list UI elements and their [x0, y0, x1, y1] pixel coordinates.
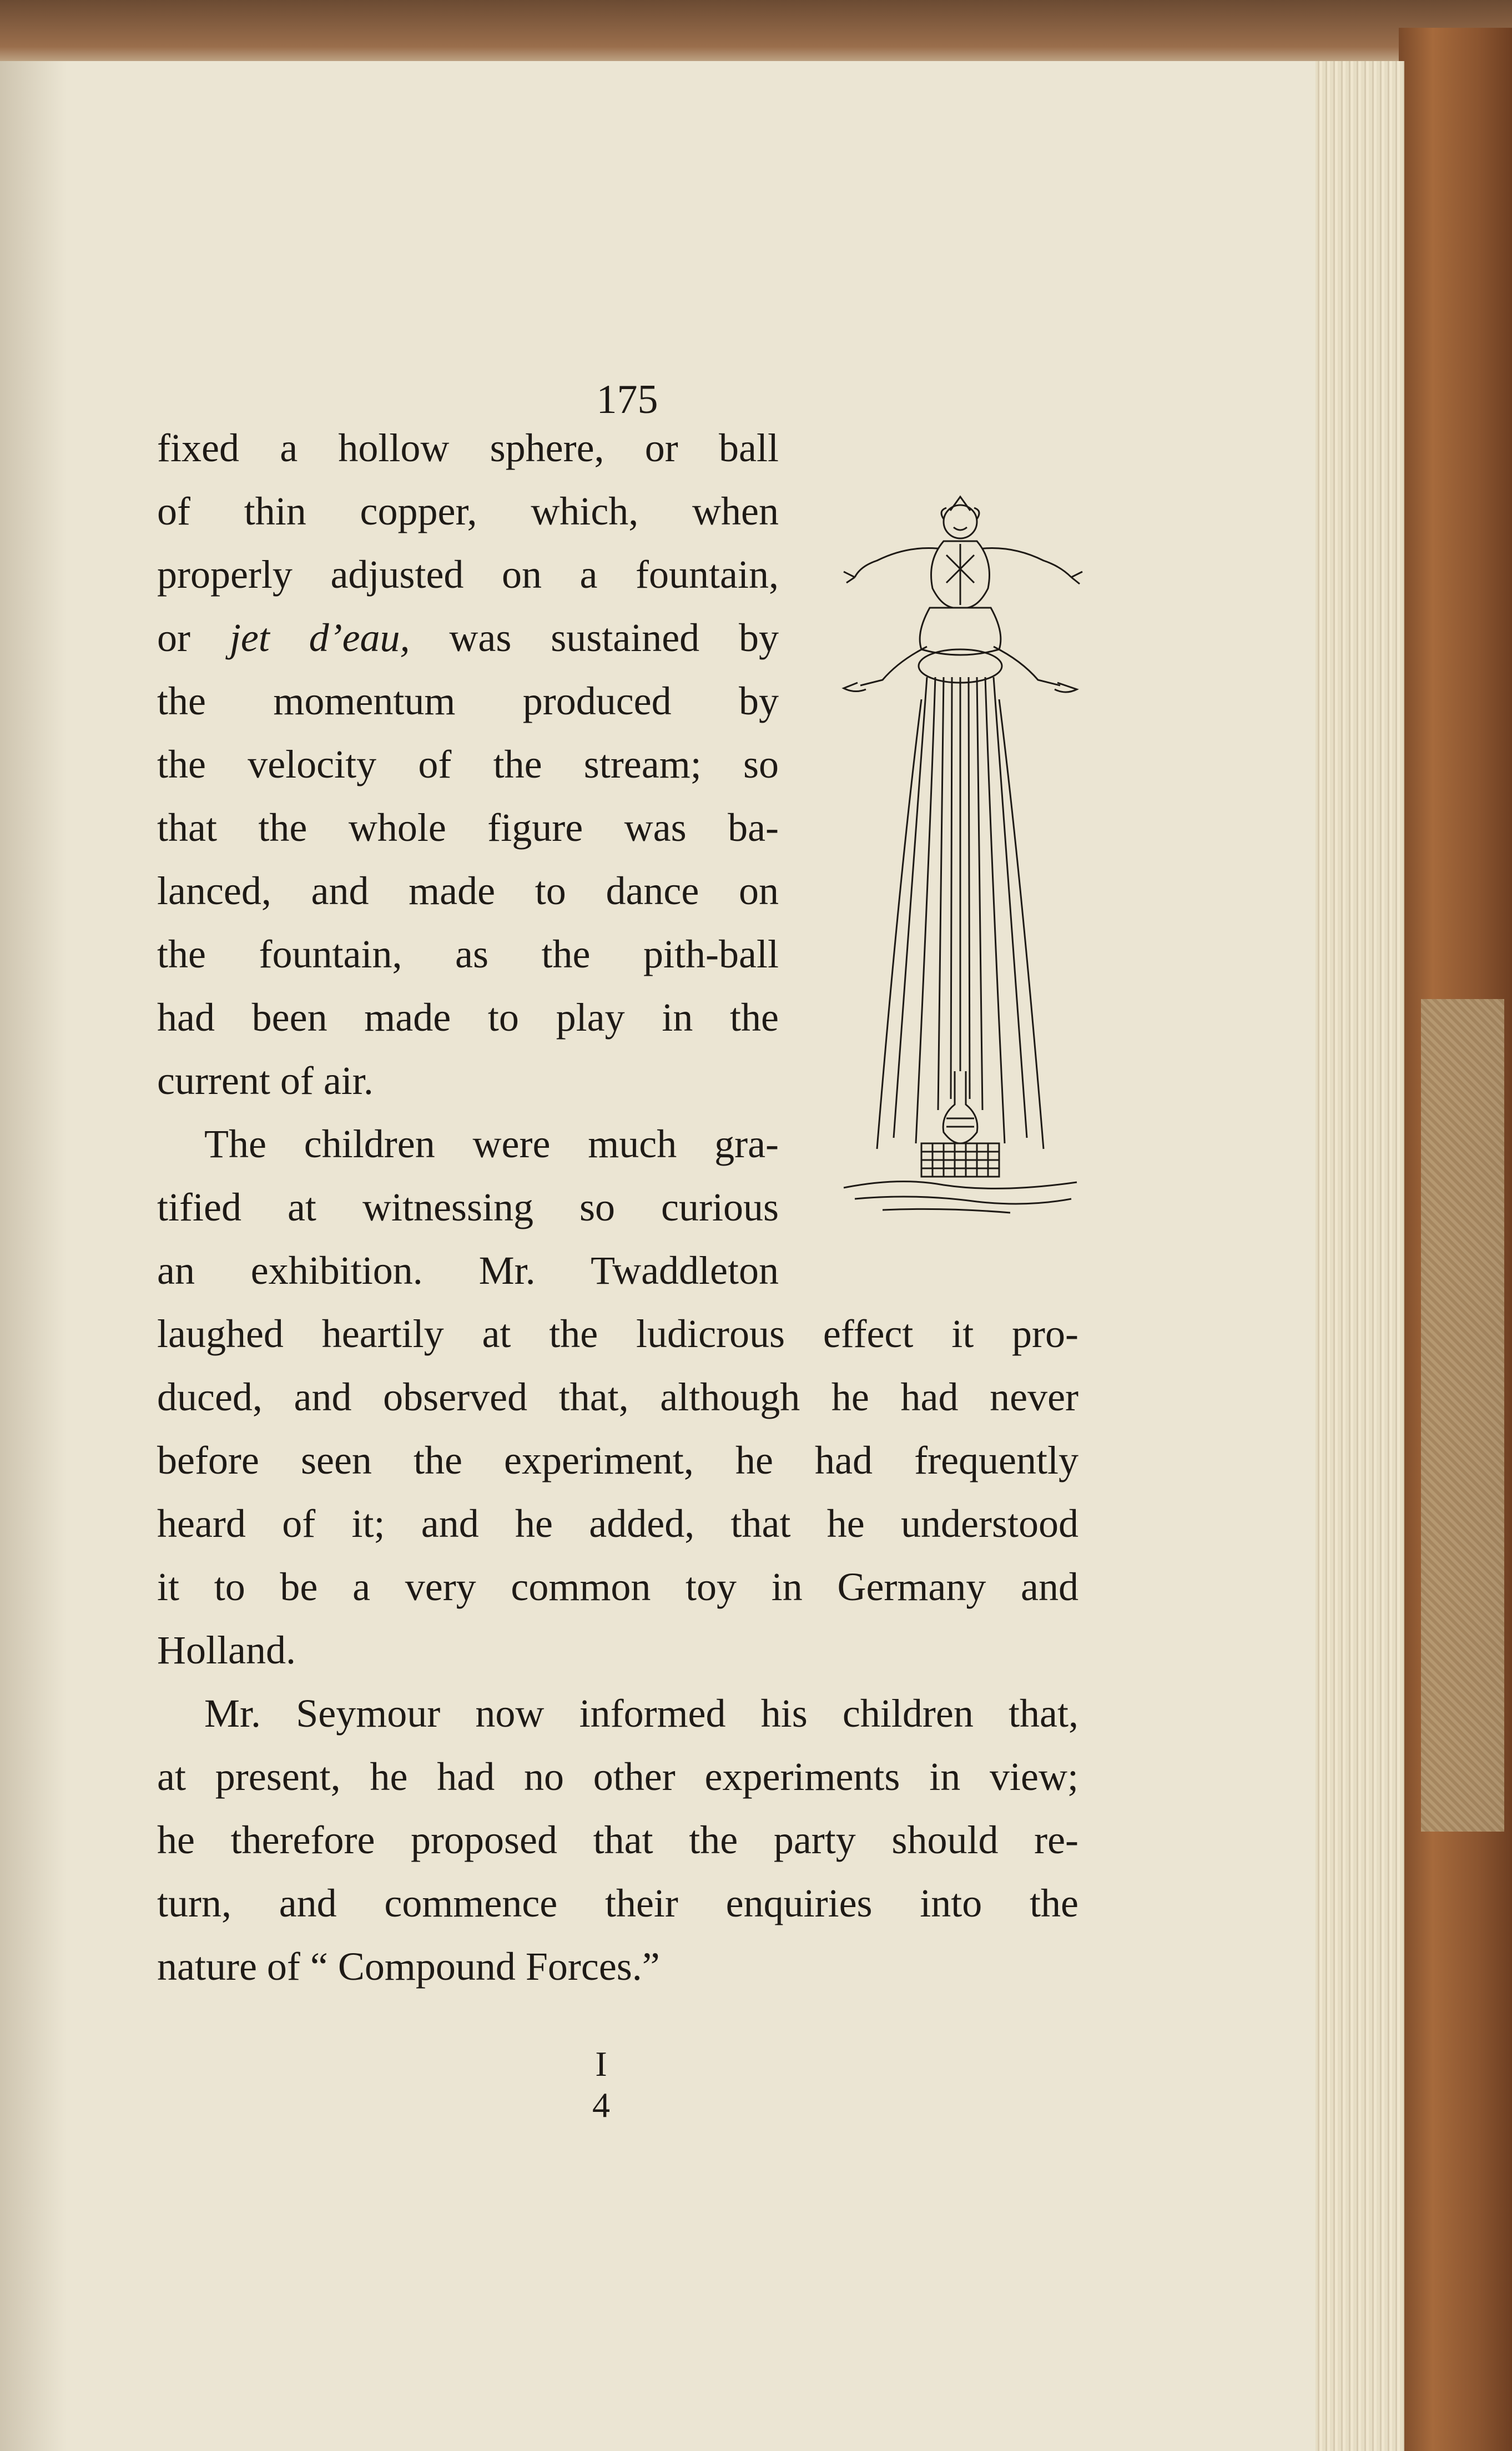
text-column-narrow — [157, 416, 779, 1302]
book-page — [0, 61, 1316, 2451]
text-line: at present, he had no other experiments in view; — [157, 1754, 1078, 1799]
text-line: The children were much gra- — [204, 1122, 779, 1166]
text-line: properly adjusted on a fountain, — [157, 552, 779, 597]
text-line: current of air. — [157, 1058, 374, 1103]
text-line: heard of it; and he added, that he understood — [157, 1501, 1078, 1546]
text-column-full — [157, 1302, 1078, 1998]
signature-mark: I 4 — [592, 2044, 618, 2125]
cover-cloth-patch — [1421, 999, 1504, 1832]
text-line: Mr. Seymour now informed his children that, — [204, 1691, 1078, 1736]
text-line: of thin copper, which, when — [157, 489, 779, 533]
fountain-figure-illustration — [833, 488, 1088, 1265]
text-line: the fountain, as the pith-ball — [157, 932, 779, 976]
text-line: laughed heartily at the ludicrous effect it pro- — [157, 1312, 1078, 1356]
text-line: fixed a hollow sphere, or ball — [157, 426, 779, 470]
text-line: it to be a very common toy in Germany and — [157, 1565, 1078, 1609]
text-line: an exhibition. Mr. Twaddleton — [157, 1248, 779, 1293]
text-line: had been made to play in the — [157, 995, 779, 1040]
text-line: duced, and observed that, although he had never — [157, 1375, 1078, 1419]
text-line: Holland. — [157, 1628, 296, 1672]
text-line: that the whole figure was ba- — [157, 805, 779, 850]
text-line: he therefore proposed that the party should re- — [157, 1818, 1078, 1862]
text-line: lanced, and made to dance on — [157, 869, 779, 913]
text-line: tified at witnessing so curious — [157, 1185, 779, 1229]
text-line: nature of “ Compound Forces.” — [157, 1944, 660, 1989]
text-line-italic: or jet d’eau, was sustained by — [157, 616, 779, 660]
text-line: the velocity of the stream; so — [157, 742, 779, 786]
page-number: 175 — [596, 377, 658, 422]
top-binding-strip — [0, 0, 1512, 67]
text-line: before seen the experiment, he had frequently — [157, 1438, 1078, 1482]
text-line: the momentum produced by — [157, 679, 779, 723]
italic-phrase: jet d’eau, — [229, 616, 410, 660]
text-line: turn, and commence their enquiries into the — [157, 1881, 1078, 1925]
